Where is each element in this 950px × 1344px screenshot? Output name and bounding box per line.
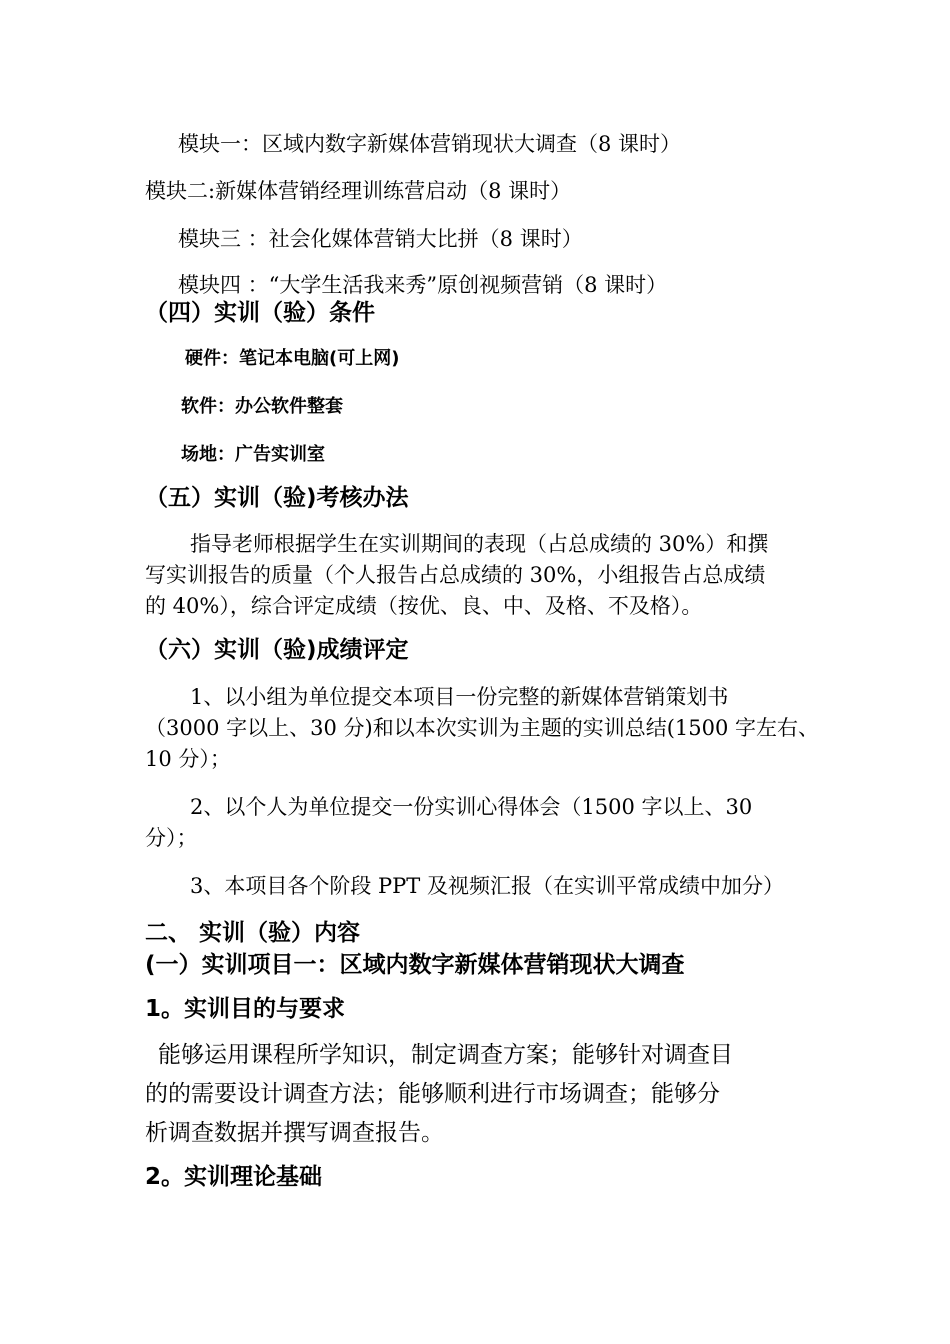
assessment-line-2: 写实训报告的质量（个人报告占总成绩的 30%，小组报告占总成绩 [145,563,766,587]
grading-item-2-line-2: 分）； [145,826,198,850]
module-3: 模块三 ：社会化媒体营销大比拼（8 课时） [178,227,583,251]
section-4-heading: （四）实训（验）条件 [145,300,375,326]
assessment-line-1: 指导老师根据学生在实训期间的表现（占总成绩的 30%）和撰 [190,532,769,556]
grading-item-2-line-1: 2、以个人为单位提交一份实训心得体会（1500 字以上、30 [190,795,753,819]
objective-line-1: 能够运用课程所学知识，制定调查方案；能够针对调查目 [158,1042,733,1068]
objective-line-2: 的的需要设计调查方法；能够顺利进行市场调查；能够分 [145,1081,720,1107]
condition-software: 软件：办公软件整套 [181,396,343,417]
module-1: 模块一：区域内数字新媒体营销现状大调查（8 课时） [178,132,682,156]
condition-venue: 场地：广告实训室 [181,444,325,465]
section-6-heading: （六）实训（验)成绩评定 [145,637,409,663]
objective-line-3: 析调查数据并撰写调查报告。 [145,1120,444,1146]
module-4: 模块四 ：“大学生活我来秀”原创视频营销（8 课时） [178,273,668,297]
condition-hardware: 硬件：笔记本电脑(可上网) [185,348,400,369]
grading-item-1-line-2: （3000 字以上、30 分)和以本次实训为主题的实训总结(1500 字左右、 [145,716,820,740]
sub-heading-2: 2。实训理论基础 [145,1164,323,1190]
grading-item-3: 3、本项目各个阶段 PPT 及视频汇报（在实训平常成绩中加分） [190,874,784,898]
module-2: 模块二:新媒体营销经理训练营启动（8 课时） [145,179,572,203]
section-5-heading: （五）实训（验)考核办法 [145,485,409,511]
part-2-heading: 二、 实训（验）内容 [145,920,361,946]
assessment-line-3: 的 40%），综合评定成绩（按优、良、中、及格、不及格）。 [145,594,703,618]
project-1-heading: (一）实训项目一：区域内数字新媒体营销现状大调查 [145,952,685,978]
grading-item-1-line-3: 10 分）； [145,747,231,771]
grading-item-1-line-1: 1、以小组为单位提交本项目一份完整的新媒体营销策划书 [190,685,729,709]
sub-heading-1: 1。实训目的与要求 [145,996,346,1022]
